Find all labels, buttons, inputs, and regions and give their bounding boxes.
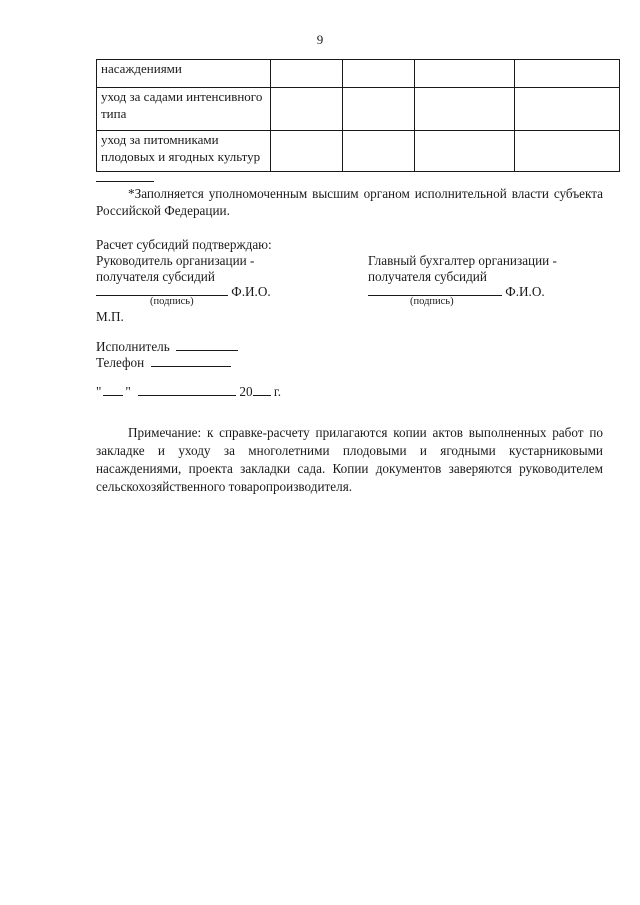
left-signature-caption: (подпись): [150, 296, 194, 307]
table-cell: [343, 131, 415, 172]
date-month-blank: [138, 383, 236, 396]
right-signer-title: Главный бухгалтер организации -: [368, 253, 557, 268]
confirmation-intro: Расчет субсидий подтверждаю:: [96, 237, 272, 252]
left-signer-title: Руководитель организации -: [96, 253, 255, 268]
table-cell: [271, 60, 343, 88]
note-text: Примечание: к справке-расчету прилагаются копии актов выполненных работ по закладке и уходу за многолетними плодовыми и ягодными кустарниковыми насаждениями, проекта закладки сада. Копии документов заверяются руководителем сельскохозяйственного товаропроизводителя.: [96, 425, 603, 495]
executor-blank: [176, 338, 238, 351]
table-cell: [415, 60, 515, 88]
table-cell: [415, 131, 515, 172]
table-cell: [343, 88, 415, 131]
right-signer-subtitle: получателя субсидий: [368, 269, 487, 284]
right-signature-line: [368, 281, 545, 300]
executor-label: Исполнитель: [96, 339, 170, 354]
footnote-rule: [96, 181, 154, 182]
left-signer-subtitle: получателя субсидий: [96, 269, 215, 284]
left-signature-blank: [96, 281, 228, 296]
table-cell: [271, 131, 343, 172]
table-cell: [515, 131, 620, 172]
subsidy-table: [96, 59, 620, 172]
phone-blank: [151, 354, 231, 367]
table-row: [97, 131, 620, 172]
right-signature-caption: (подпись): [410, 296, 454, 307]
right-fio-label: Ф.И.О.: [505, 284, 545, 299]
table-cell: [515, 88, 620, 131]
phone-line: [96, 354, 231, 371]
stamp-label: М.П.: [96, 309, 124, 324]
left-fio-label: Ф.И.О.: [231, 284, 271, 299]
date-year-blank: [253, 383, 271, 396]
table-cell: [515, 60, 620, 88]
date-line: [96, 383, 281, 400]
date-quote-open: ": [96, 384, 102, 399]
table-cell: [415, 88, 515, 131]
date-year-prefix: 20: [239, 384, 253, 399]
date-year-suffix: г.: [273, 384, 282, 399]
table-cell-label: уход за садами интенсивного типа: [97, 88, 271, 131]
table-cell-label: уход за питомниками плодовых и ягодных культур: [97, 131, 271, 172]
page-number: 9: [316, 32, 324, 47]
table-cell: [271, 88, 343, 131]
right-signature-blank: [368, 281, 502, 296]
table-cell-label: насаждениями: [97, 60, 271, 88]
table-row: [97, 88, 620, 131]
date-quote-close: ": [125, 384, 131, 399]
footnote-text: *Заполняется уполномоченным высшим органом исполнительной власти субъекта Российской Федерации.: [96, 186, 603, 219]
executor-line: [96, 338, 238, 355]
table-row: [97, 60, 620, 88]
date-day-blank: [103, 383, 123, 396]
phone-label: Телефон: [96, 355, 145, 370]
table-cell: [343, 60, 415, 88]
